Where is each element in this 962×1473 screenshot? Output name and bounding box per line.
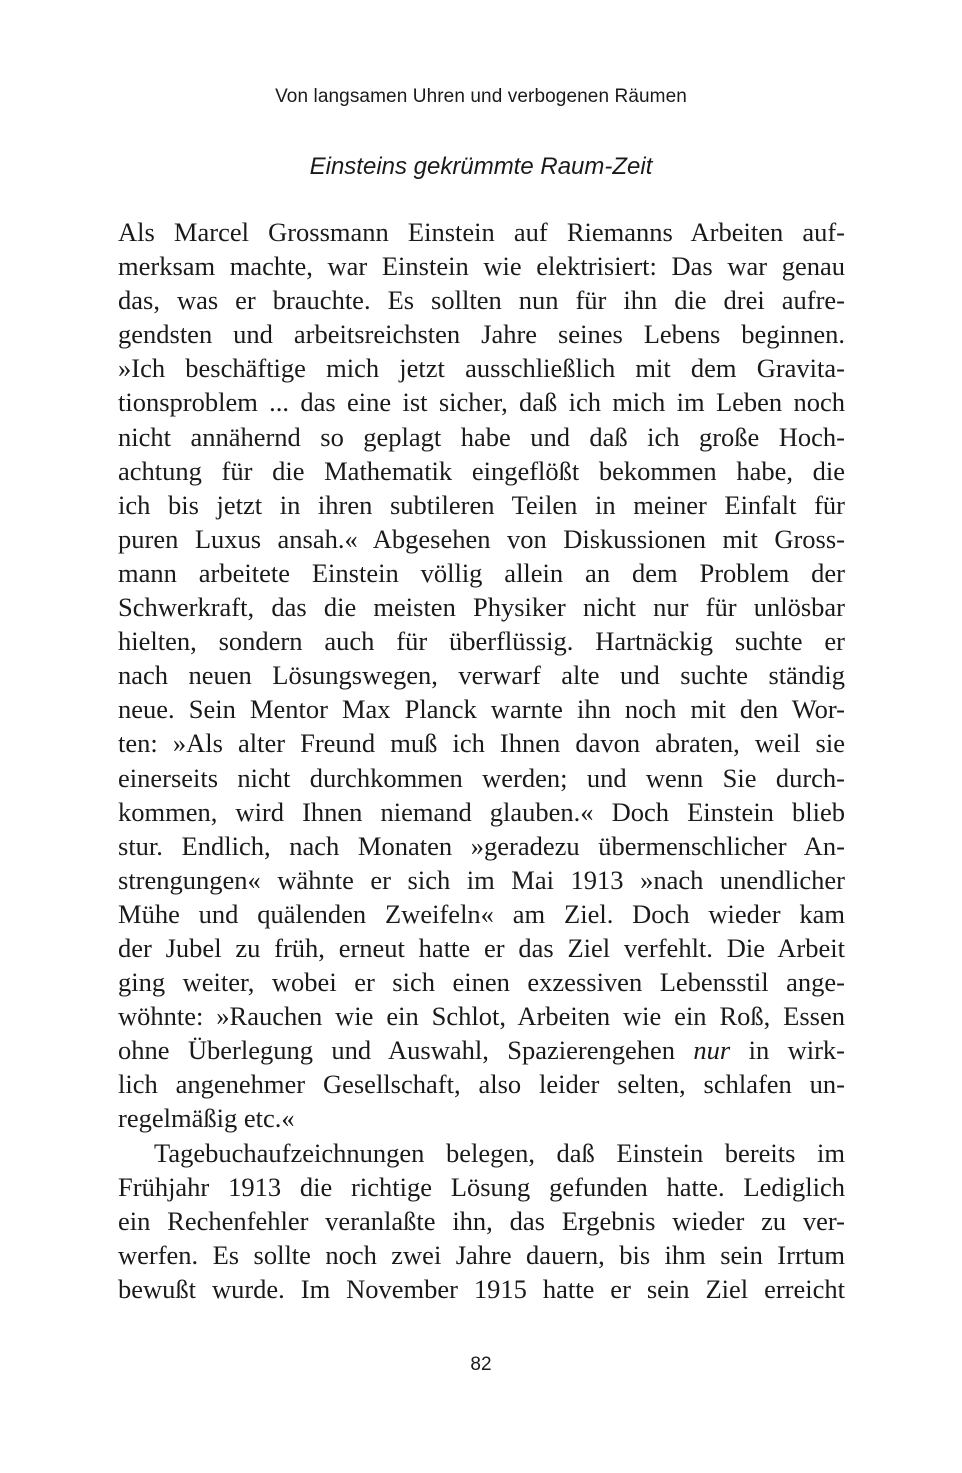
text-line: werfen. Es sollte noch zwei Jahre dauern, bis ihm sein Irrtum xyxy=(118,1239,845,1270)
text-line: tionsproblem ... das eine ist sicher, daß ich mich im Leben noch xyxy=(118,387,845,418)
text-line xyxy=(118,1033,845,1067)
text-line: achtung für die Mathematik eingeflößt bekommen habe, die xyxy=(118,455,845,486)
text-line: stur. Endlich, nach Monaten »geradezu übermenschlicher An- xyxy=(118,830,845,861)
text-line: Schwerkraft, das die meisten Physiker nicht nur für unlösbar xyxy=(118,592,845,623)
text-line: wöhnte: »Rauchen wie ein Schlot, Arbeiten wie ein Roß, Essen xyxy=(118,1001,845,1032)
text-line: puren Luxus ansah.« Abgesehen von Diskussionen mit Gross- xyxy=(118,523,845,554)
page-number: 82 xyxy=(470,1354,492,1375)
text-line: einerseits nicht durchkommen werden; und wenn Sie durch- xyxy=(118,762,845,793)
text-line: merksam machte, war Einstein wie elektrisiert: Das war genau xyxy=(118,251,845,282)
text-line: nicht annähernd so geplagt habe und daß ich große Hoch- xyxy=(118,421,845,452)
text-line: Mühe und quälenden Zweifeln« am Ziel. Doch wieder kam xyxy=(118,898,845,929)
text-line: kommen, wird Ihnen niemand glauben.« Doch Einstein blieb xyxy=(118,796,845,827)
text-line: ich bis jetzt in ihren subtileren Teilen in meiner Einfalt für xyxy=(118,489,845,520)
text-line: »Ich beschäftige mich jetzt ausschließlich mit dem Gravita- xyxy=(118,353,845,384)
text-segment: ohne Überlegung und Auswahl, Spazierengehen xyxy=(118,1035,694,1066)
text-line: nach neuen Lösungswegen, verwarf alte und suchte ständig xyxy=(118,660,845,691)
text-line: lich angenehmer Gesellschaft, also leider selten, schlafen un- xyxy=(118,1069,845,1100)
text-line: Als Marcel Grossmann Einstein auf Riemanns Arbeiten auf- xyxy=(118,217,845,247)
text-line: Frühjahr 1913 die richtige Lösung gefunden hatte. Lediglich xyxy=(118,1171,845,1202)
text-line: ten: »Als alter Freund muß ich Ihnen davon abraten, weil sie xyxy=(118,728,845,759)
text-line: hielten, sondern auch für überflüssig. Hartnäckig suchte er xyxy=(118,626,845,657)
text-line: mann arbeitete Einstein völlig allein an dem Problem der xyxy=(118,557,845,588)
text-line: bewußt wurde. Im November 1915 hatte er sein Ziel erreicht xyxy=(118,1273,845,1304)
running-head: Von langsamen Uhren und verbogenen Räumen xyxy=(275,86,687,107)
italic-emphasis: nur xyxy=(693,1035,731,1066)
text-line: ein Rechenfehler veranlaßte ihn, das Ergebnis wieder zu ver- xyxy=(118,1205,845,1236)
text-line: gendsten und arbeitsreichsten Jahre seines Lebens beginnen. xyxy=(118,319,845,350)
paragraph-2 xyxy=(118,1136,845,1306)
text-line: ging weiter, wobei er sich einen exzessiven Lebensstil ange- xyxy=(118,967,845,998)
text-line: strengungen« wähnte er sich im Mai 1913 »nach unendlicher xyxy=(118,864,845,895)
paragraph-1 xyxy=(118,215,845,1136)
text-line: der Jubel zu früh, erneut hatte er das Ziel verfehlt. Die Arbeit xyxy=(118,932,845,963)
text-line: regelmäßig etc.« xyxy=(118,1103,295,1134)
body-text xyxy=(118,215,845,1306)
text-line: Tagebuchaufzeichnungen belegen, daß Einstein bereits im xyxy=(154,1137,845,1168)
section-title: Einsteins gekrümmte Raum-Zeit xyxy=(309,153,653,180)
text-segment: in wirk- xyxy=(730,1035,845,1066)
text-line: neue. Sein Mentor Max Planck warnte ihn noch mit den Wor- xyxy=(118,694,845,725)
text-line: das, was er brauchte. Es sollten nun für ihn die drei aufre- xyxy=(118,285,845,316)
